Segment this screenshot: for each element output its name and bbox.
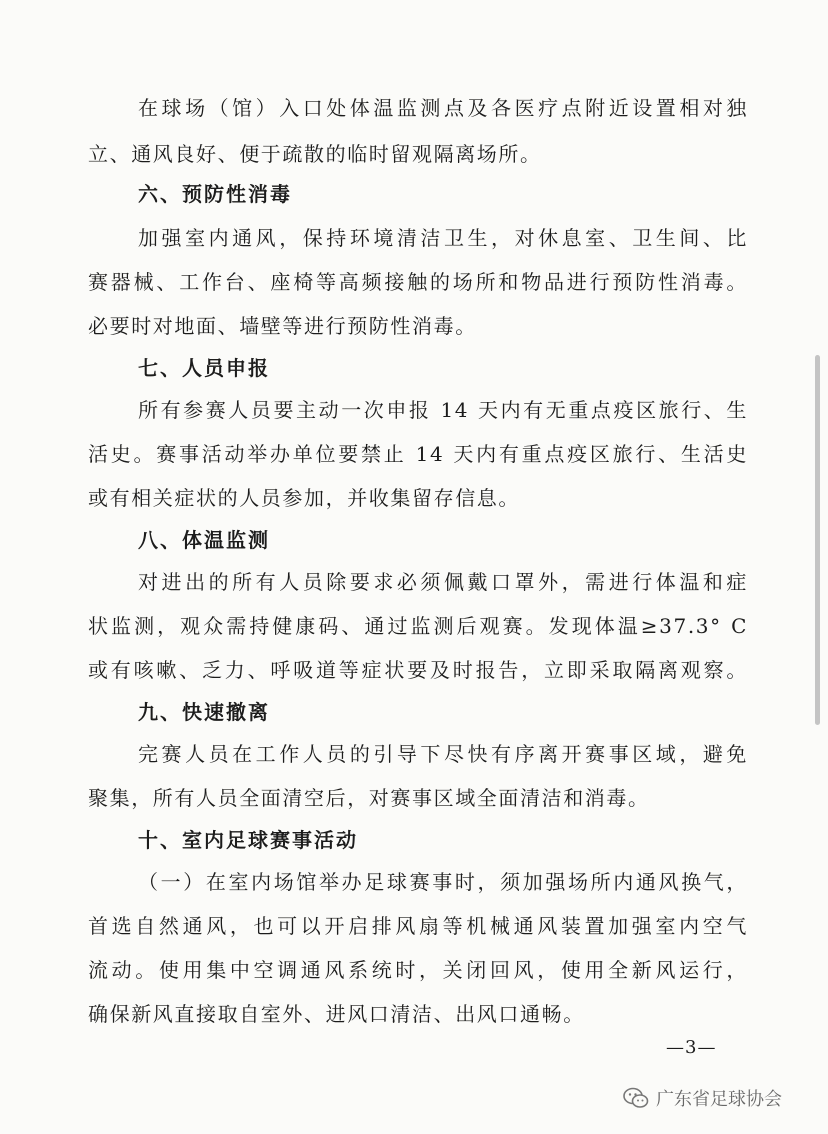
- paragraph-line: 活史。赛事活动举办单位要禁止 14 天内有重点疫区旅行、生活史: [88, 442, 748, 466]
- source-watermark: [622, 1084, 782, 1112]
- paragraph-line: 立、通风良好、便于疏散的临时留观隔离场所。: [88, 142, 542, 166]
- paragraph-line: 确保新风直接取自室外、进风口清洁、出风口通畅。: [88, 1002, 585, 1026]
- paragraph-line: （一）在室内场馆举办足球赛事时，须加强场所内通风换气，: [138, 870, 748, 894]
- section-heading: 八、体温监测: [138, 528, 270, 552]
- paragraph-line: 或有相关症状的人员参加，并收集留存信息。: [88, 486, 520, 510]
- section-heading: 十、室内足球赛事活动: [138, 828, 358, 852]
- watermark-text: 广东省足球协会: [656, 1089, 782, 1110]
- section-heading: 七、人员申报: [138, 356, 270, 380]
- paragraph-line: 赛器械、工作台、座椅等高频接触的场所和物品进行预防性消毒。: [88, 270, 748, 294]
- section-heading: 九、快速撤离: [138, 700, 270, 724]
- paragraph-line: 对进出的所有人员除要求必须佩戴口罩外，需进行体温和症: [138, 570, 748, 594]
- paragraph-line: 首选自然通风，也可以开启排风扇等机械通风装置加强室内空气: [88, 914, 748, 938]
- page-number: —3—: [666, 1037, 717, 1058]
- scrollbar[interactable]: [815, 355, 820, 725]
- paragraph-line: 完赛人员在工作人员的引导下尽快有序离开赛事区域，避免: [138, 742, 748, 766]
- paragraph-line: 所有参赛人员要主动一次申报 14 天内有无重点疫区旅行、生: [138, 398, 748, 422]
- paragraph-line: 或有咳嗽、乏力、呼吸道等症状要及时报告，立即采取隔离观察。: [88, 658, 748, 682]
- paragraph-line: 必要时对地面、墙壁等进行预防性消毒。: [88, 314, 477, 338]
- paragraph-line: 流动。使用集中空调通风系统时，关闭回风，使用全新风运行，: [88, 958, 748, 982]
- paragraph-line: 加强室内通风，保持环境清洁卫生，对休息室、卫生间、比: [138, 226, 748, 250]
- section-heading: 六、预防性消毒: [138, 182, 292, 206]
- wechat-icon: [622, 1086, 650, 1110]
- paragraph-line: 在球场（馆）入口处体温监测点及各医疗点附近设置相对独: [138, 96, 748, 120]
- paragraph-line: 状监测，观众需持健康码、通过监测后观赛。发现体温≥37.3° C: [88, 614, 748, 638]
- paragraph-line: 聚集，所有人员全面清空后，对赛事区域全面清洁和消毒。: [88, 786, 650, 810]
